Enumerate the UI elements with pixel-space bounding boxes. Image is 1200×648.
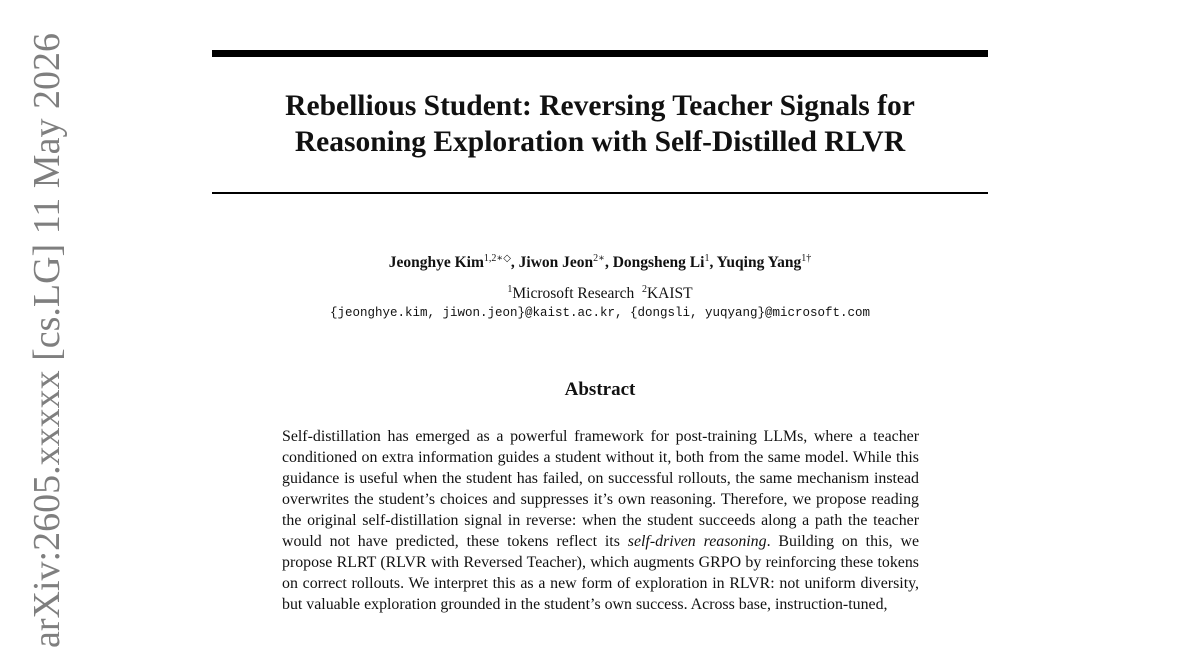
title-rule: [212, 192, 988, 194]
author-name: Yuqing Yang: [716, 254, 802, 272]
affil-name: KAIST: [646, 285, 693, 303]
author-affil-mark: 1: [704, 253, 710, 264]
paper-title: [212, 88, 988, 160]
affil-mark: 1: [507, 284, 513, 295]
affil-name: Microsoft Research: [512, 285, 635, 303]
title-line-1: Rebellious Student: Reversing Teacher Signals for: [285, 90, 915, 122]
author-affil-mark: 2∗: [593, 253, 605, 264]
title-line-2: Reasoning Exploration with Self-Distilled RLVR: [294, 126, 906, 158]
abstract-text: [282, 426, 919, 615]
abstract-heading: Abstract: [564, 379, 636, 400]
arxiv-stamp[interactable]: arXiv:2605.xxxxx [cs.LG] 11 May 2026: [26, 33, 68, 648]
abstract-part-1: Self-distillation has emerged as a powerful framework for post-training LLMs, where a teacher conditioned on extra information guides a student without it, both from the same model. While this guidance is useful when the student has failed, on successful rollouts, the same mechanism instead overwrites the student’s choices and suppresses it’s own reasoning. Therefore, we propose reading the original self-distillation signal in reverse: when the student succeeds along a path the teacher would not have predicted, these tokens reflect its: [282, 428, 919, 550]
author-affil-mark: 1,2∗◇: [483, 253, 511, 264]
affil-mark: 2: [641, 284, 647, 295]
affiliations: [212, 279, 988, 305]
abstract-part-2: . Building on this, we propose RLRT (RLVR with Reversed Teacher), which augments GRPO by reinforcing these tokens on correct rollouts. We interpret this as a new form of exploration in RLVR: not uniform diversity, but valuable exploration grounded in the student’s own success. Across base, instruction-tuned,: [282, 533, 919, 613]
author-name: Jiwon Jeon: [518, 254, 594, 272]
author-name: Dongsheng Li: [612, 254, 705, 272]
abstract-emphasis: self-driven reasoning: [627, 533, 767, 550]
author-name: Jeonghye Kim: [388, 254, 484, 272]
author-list: Jeonghye Kim$^{1,2∗◇}$, Jiwon Jeon$^{2∗}$, Dongsheng Li$^1$, Yuqing Yang$^{1\dagger}$: [388, 253, 812, 272]
author-emails[interactable]: {jeonghye.kim, jiwon.jeon}@kaist.ac.kr, {dongsli, yuqyang}@microsoft.com: [329, 306, 871, 320]
top-rule: [212, 50, 988, 57]
author-affil-mark: 1†: [801, 253, 812, 264]
